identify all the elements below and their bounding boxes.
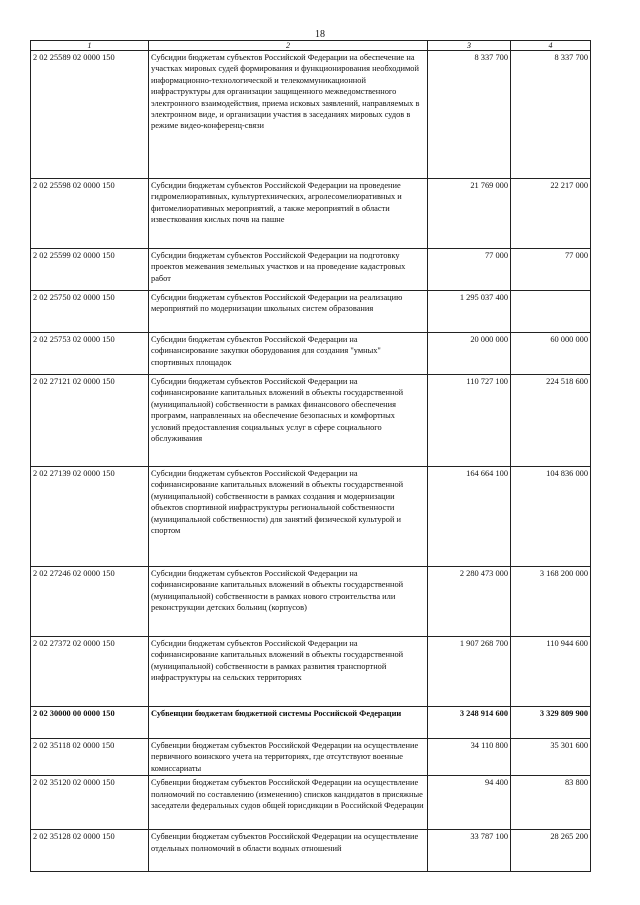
row-name: Субсидии бюджетам субъектов Российской Федерации на подготовку проектов межевания земельных участков и на проведение кадастровых работ <box>149 249 428 291</box>
row-value-2: 110 944 600 <box>511 637 591 707</box>
table-row <box>31 739 591 776</box>
row-name: Субвенции бюджетам субъектов Российской Федерации на осуществление первичного воинского учета на территориях, где отсутствуют военные комиссариаты <box>149 739 428 776</box>
row-value-2: 104 836 000 <box>511 467 591 567</box>
table-row <box>31 637 591 707</box>
table-row <box>31 830 591 872</box>
table-row <box>31 51 591 179</box>
row-name: Субсидии бюджетам субъектов Российской Федерации на проведение гидромелиоративных, культуртехнических, агролесомелиоративных и фитомелиоративных мероприятий, а также мероприятий в области известкования кислых почв на пашне <box>149 179 428 249</box>
row-value-1: 1 907 268 700 <box>428 637 511 707</box>
row-name: Субвенции бюджетам субъектов Российской Федерации на осуществление отдельных полномочий в области водных отношений <box>149 830 428 872</box>
row-value-2: 28 265 200 <box>511 830 591 872</box>
table-row <box>31 567 591 637</box>
row-value-1: 3 248 914 600 <box>428 707 511 739</box>
row-value-1: 110 727 100 <box>428 375 511 467</box>
row-code: 2 02 25598 02 0000 150 <box>31 179 149 249</box>
row-code: 2 02 25599 02 0000 150 <box>31 249 149 291</box>
row-value-1: 8 337 700 <box>428 51 511 179</box>
table-row <box>31 467 591 567</box>
row-value-1: 2 280 473 000 <box>428 567 511 637</box>
row-value-1: 1 295 037 400 <box>428 291 511 333</box>
row-code: 2 02 27121 02 0000 150 <box>31 375 149 467</box>
row-value-2: 8 337 700 <box>511 51 591 179</box>
header-row <box>31 41 591 51</box>
row-value-2 <box>511 291 591 333</box>
row-name: Субсидии бюджетам субъектов Российской Федерации на реализацию мероприятий по модернизации школьных систем образования <box>149 291 428 333</box>
row-code: 2 02 25750 02 0000 150 <box>31 291 149 333</box>
table-row <box>31 291 591 333</box>
row-code: 2 02 35118 02 0000 150 <box>31 739 149 776</box>
table-row <box>31 776 591 830</box>
row-code: 2 02 30000 00 0000 150 <box>31 707 149 739</box>
table-row <box>31 375 591 467</box>
row-value-2: 224 518 600 <box>511 375 591 467</box>
row-code: 2 02 35120 02 0000 150 <box>31 776 149 830</box>
row-value-1: 20 000 000 <box>428 333 511 375</box>
row-code: 2 02 25589 02 0000 150 <box>31 51 149 179</box>
table-row <box>31 179 591 249</box>
row-code: 2 02 27246 02 0000 150 <box>31 567 149 637</box>
header-col-1: 1 <box>31 41 149 51</box>
row-value-1: 164 664 100 <box>428 467 511 567</box>
table-row <box>31 333 591 375</box>
row-name: Субсидии бюджетам субъектов Российской Федерации на софинансирование капитальных вложений в объекты государственной (муниципальной) собственности в рамках нового строительства или реконструкции детских больниц (корпусов) <box>149 567 428 637</box>
row-value-2: 60 000 000 <box>511 333 591 375</box>
row-value-1: 34 110 800 <box>428 739 511 776</box>
row-value-2: 83 800 <box>511 776 591 830</box>
row-name: Субсидии бюджетам субъектов Российской Федерации на софинансирование капитальных вложений в объекты государственной (муниципальной) собственности в рамках финансового обеспечения программ, направленных на обеспечение безопасных и комфортных условий предоставления социальных услуг в сфере социального обслуживания <box>149 375 428 467</box>
row-value-1: 33 787 100 <box>428 830 511 872</box>
header-col-4: 4 <box>511 41 591 51</box>
row-name: Субсидии бюджетам субъектов Российской Федерации на софинансирование капитальных вложений в объекты государственной (муниципальной) собственности в рамках создания и модернизации объектов спортивной инфраструктуры региональной собственности (муниципальной собственности) для занятий физической культурой и спортом <box>149 467 428 567</box>
header-col-2: 2 <box>149 41 428 51</box>
row-value-1: 21 769 000 <box>428 179 511 249</box>
row-value-1: 77 000 <box>428 249 511 291</box>
row-value-1: 94 400 <box>428 776 511 830</box>
row-value-2: 35 301 600 <box>511 739 591 776</box>
row-value-2: 22 217 000 <box>511 179 591 249</box>
row-name: Субсидии бюджетам субъектов Российской Федерации на обеспечение на участках мировых судей формирования и функционирования необходимой информационно-технологической и телекоммуникационной инфраструктуры для организации защищенного межведомственного электронного взаимодействия, приема исковых заявлений, направляемых в электронном виде, и организации участия в заседаниях мировых судов в режиме видео-конференц-связи <box>149 51 428 179</box>
row-code: 2 02 25753 02 0000 150 <box>31 333 149 375</box>
row-code: 2 02 27372 02 0000 150 <box>31 637 149 707</box>
row-name: Субвенции бюджетам бюджетной системы Российской Федерации <box>149 707 428 739</box>
row-code: 2 02 35128 02 0000 150 <box>31 830 149 872</box>
table-row <box>31 249 591 291</box>
row-value-2: 77 000 <box>511 249 591 291</box>
row-name: Субсидии бюджетам субъектов Российской Федерации на софинансирование капитальных вложений в объекты государственной (муниципальной) собственности в рамках развития транспортной инфраструктуры на сельских территориях <box>149 637 428 707</box>
row-code: 2 02 27139 02 0000 150 <box>31 467 149 567</box>
page-number: 18 <box>315 29 325 40</box>
header-col-3: 3 <box>428 41 511 51</box>
table-row <box>31 707 591 739</box>
row-value-2: 3 168 200 000 <box>511 567 591 637</box>
budget-table <box>30 40 591 872</box>
row-value-2: 3 329 809 900 <box>511 707 591 739</box>
row-name: Субвенции бюджетам субъектов Российской Федерации на осуществление полномочий по составлению (изменению) списков кандидатов в присяжные заседатели федеральных судов общей юрисдикции в Российской Федерации <box>149 776 428 830</box>
row-name: Субсидии бюджетам субъектов Российской Федерации на софинансирование закупки оборудования для создания "умных" спортивных площадок <box>149 333 428 375</box>
